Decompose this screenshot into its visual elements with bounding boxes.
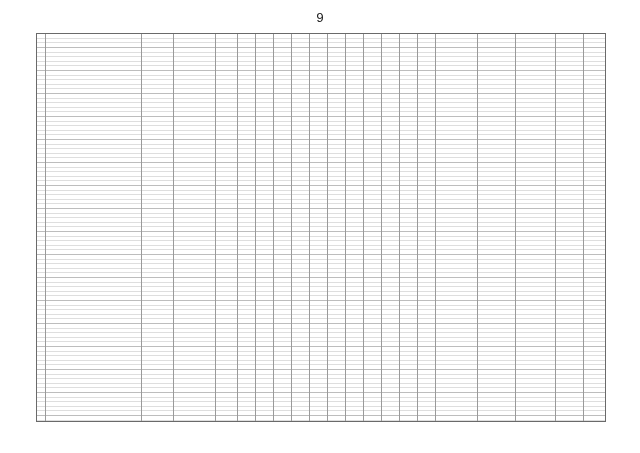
page-number: 9 (316, 10, 324, 25)
data-table-illegible (36, 33, 606, 422)
